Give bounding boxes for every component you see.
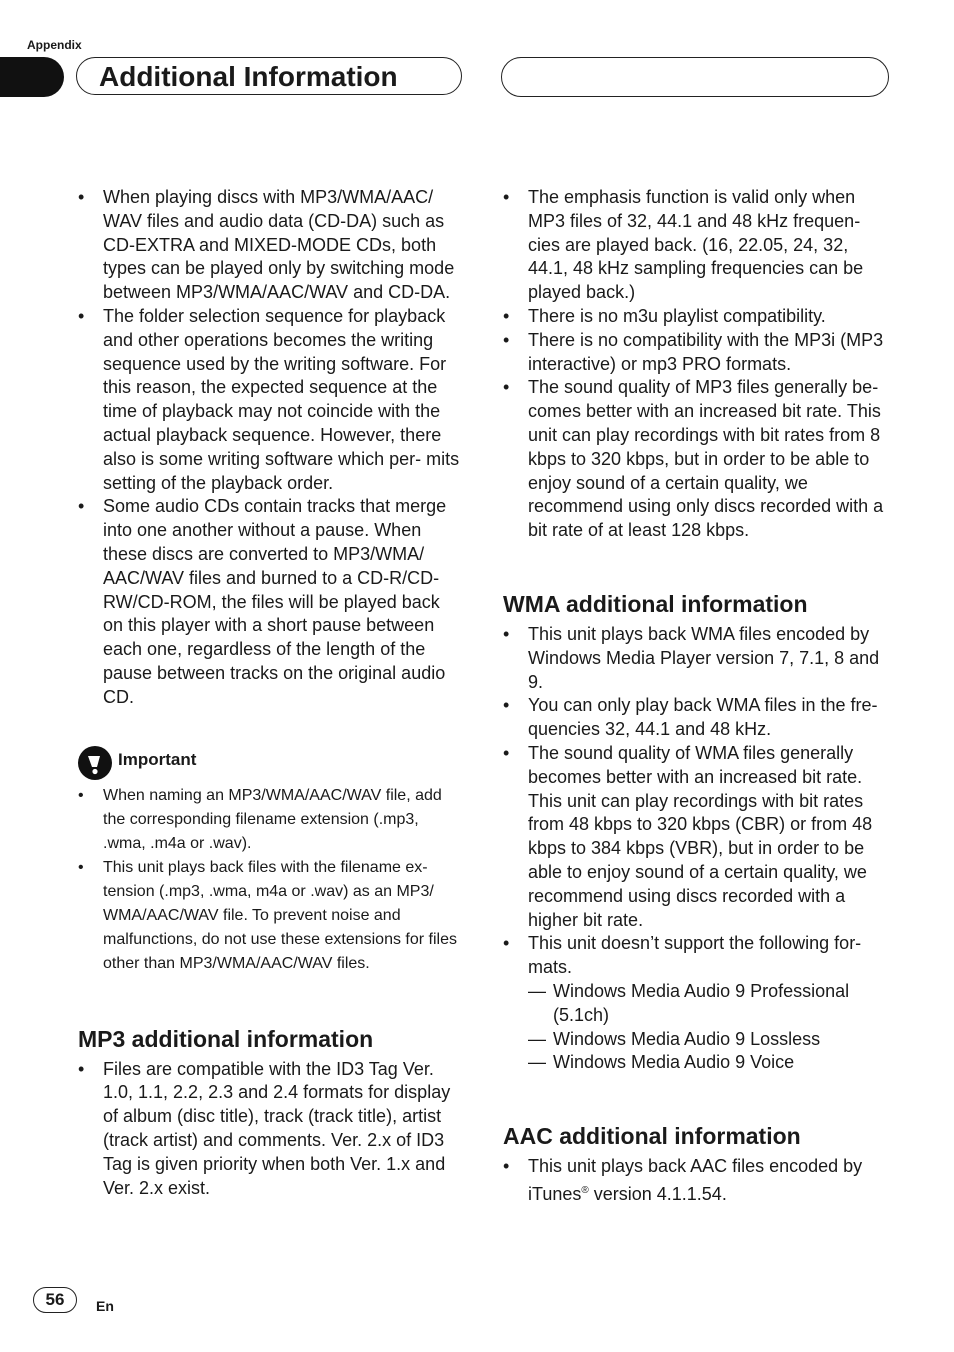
- list-item: • Some audio CDs contain tracks that merge into one another without a pause. When these discs are converted to MP3/WMA/ AAC/WAV files and burned to a CD-R/CD- RW/CD-ROM, the files will be played back on this player with a short pause between each one, regardless of the length of the pause between tracks on the original audio CD.: [78, 495, 464, 709]
- list-item: • When naming an MP3/WMA/AAC/WAV file, add the corresponding filename extension (.mp3, .wma, .m4a or .wav).: [78, 784, 464, 856]
- list-item: • There is no compatibility with the MP3i (MP3 interactive) or mp3 PRO formats.: [503, 329, 891, 377]
- format-item: — Windows Media Audio 9 Voice: [528, 1051, 891, 1075]
- list-item: • This unit plays back WMA files encoded by Windows Media Player version 7, 7.1, 8 and 9.: [503, 623, 891, 694]
- list-item: • There is no m3u playlist compatibility.: [503, 305, 891, 329]
- important-bullet-list: [78, 784, 464, 976]
- list-item: • Files are compatible with the ID3 Tag Ver. 1.0, 1.1, 2.2, 2.3 and 2.4 formats for display of album (disc title), track (track title), artist (track artist) and comments. Ver. 2.x of ID3 Tag is given priority when both Ver. 1.x and Ver. 2.x exist.: [78, 1058, 464, 1201]
- mp3-heading: MP3 additional information: [78, 1025, 374, 1052]
- format-item: — Windows Media Audio 9 Lossless: [528, 1028, 891, 1052]
- wma-heading: WMA additional information: [503, 590, 808, 617]
- mp3-bullet-list: [78, 1058, 464, 1201]
- registered-mark: ®: [581, 1184, 589, 1196]
- list-item: • The sound quality of WMA files generally becomes better with an increased bit rate. This unit can play recordings with bit rates from 48 kbps to 320 kbps (CBR) or from 48 kbps to 384 kbps (VBR), but in order to be able to enjoy sound of a certain quality, we recommend using discs recorded with a higher bit rate.: [503, 742, 891, 932]
- format-item: — Windows Media Audio 9 Professional (5.1ch): [528, 980, 850, 1025]
- aac-bullet-list: [503, 1155, 891, 1207]
- empty-header-box: [501, 57, 889, 97]
- list-item: • The emphasis function is valid only when MP3 files of 32, 44.1 and 48 kHz frequen- cies are played back. (16, 22.05, 24, 32, 44.1, 48 kHz sampling frequencies can be played back.): [503, 186, 891, 305]
- language-code: En: [96, 1298, 114, 1314]
- wma-bullet-list: [503, 623, 891, 980]
- dash: —: [528, 980, 546, 1001]
- dash: —: [528, 1028, 546, 1049]
- list-item: • The sound quality of MP3 files generally be- comes better with an increased bit rate. This unit can play recordings with bit rates from 8 kbps to 320 kbps, but in order to be able to enjoy sound of a certain quality, we recommend using only discs recorded with a bit rate of at least 128 kbps.: [503, 376, 891, 543]
- list-item: • You can only play back WMA files in the fre- quencies 32, 44.1 and 48 kHz.: [503, 694, 891, 742]
- section-label: Appendix: [27, 38, 82, 52]
- list-item: • The folder selection sequence for playback and other operations becomes the writing sequence used by the writing software. For this reason, the expected sequence at the time of playback may not coincide with the actual playback sequence. However, there also is some writing software which per- mits setting of the playback order.: [78, 305, 464, 495]
- aac-heading: AAC additional information: [503, 1123, 801, 1150]
- unsupported-formats-list: [503, 980, 891, 1075]
- list-item: • When playing discs with MP3/WMA/AAC/ WAV files and audio data (CD-DA) such as CD-EXTRA and MIXED-MODE CDs, both types can be played only by switching mode between MP3/WMA/AAC/WAV and CD-DA.: [78, 186, 464, 305]
- page-title: Additional Information: [99, 61, 398, 92]
- important-callout: [78, 746, 464, 780]
- section-tab-marker: [0, 57, 64, 97]
- list-item: • This unit plays back AAC files encoded by iTunes® version 4.1.1.54.: [503, 1155, 891, 1207]
- left-column: [78, 186, 464, 1200]
- page-number: 56: [33, 1287, 77, 1313]
- right-column: [503, 186, 891, 1207]
- list-item: • This unit plays back files with the filename ex- tension (.mp3, .wma, m4a or .wav) as an MP3/ WMA/AAC/WAV file. To prevent noise and malfunctions, do not use these extensions for files other than MP3/WMA/AAC/WAV files.: [78, 856, 464, 976]
- mp3-extra-bullet-list: [503, 186, 891, 543]
- list-item: • This unit doesn’t support the following for- mats.: [503, 932, 891, 980]
- important-label: Important: [118, 749, 197, 769]
- title-box: [76, 57, 462, 95]
- dash: —: [528, 1052, 546, 1073]
- important-icon: [78, 746, 112, 780]
- intro-bullet-list: [78, 186, 464, 710]
